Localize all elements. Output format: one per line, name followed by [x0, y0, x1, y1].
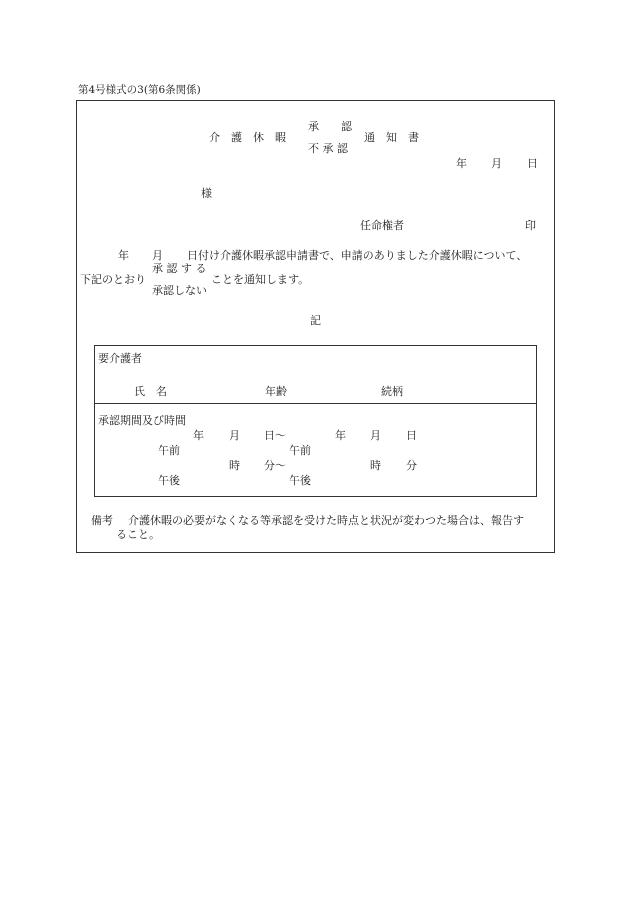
end-hour-label: 時	[370, 459, 381, 472]
title-main: 介 護 休 暇	[209, 131, 286, 144]
period-start-day-label: 日～	[264, 429, 286, 442]
authority-label: 任命権者	[360, 219, 404, 232]
start-pm-label: 午後	[158, 474, 180, 487]
note-line1: 介護休暇の必要がなくなる等承認を受けた時点と状況が変わつた場合は、報告す	[128, 514, 524, 527]
title-option-approve: 承 認	[308, 120, 352, 133]
relation-label: 続柄	[381, 385, 403, 398]
period-end-day-label: 日	[406, 429, 417, 442]
period-end-year-label: 年	[335, 429, 346, 442]
period-start-month-label: 月	[229, 429, 240, 442]
period-heading: 承認期間及び時間	[98, 414, 186, 427]
body-choice-approve: 承 認 す る	[152, 262, 207, 275]
start-hour-label: 時	[229, 459, 240, 472]
name-label: 氏 名	[134, 385, 167, 398]
body-choice-disapprove: 承認しない	[152, 284, 207, 297]
form-number-label: 第4号様式の3(第6条関係)	[78, 84, 201, 96]
seal-mark: 印	[525, 219, 536, 232]
title-option-disapprove: 不 承 認	[308, 142, 348, 155]
ki-heading: 記	[310, 314, 321, 327]
body-line1-text: 日付け介護休暇承認申請書で、申請のありました介護休暇について、	[187, 249, 528, 262]
note-line2: ること。	[116, 528, 160, 541]
date-day-label: 日	[527, 157, 538, 170]
date-month-label: 月	[491, 157, 502, 170]
end-pm-label: 午後	[289, 474, 311, 487]
note-label: 備考	[91, 514, 113, 527]
age-label: 年齢	[265, 385, 287, 398]
end-minute-label: 分	[406, 459, 417, 472]
details-table-divider	[94, 403, 537, 404]
addressee-suffix: 様	[201, 187, 212, 200]
start-am-label: 午前	[158, 444, 180, 457]
period-end-month-label: 月	[370, 429, 381, 442]
start-minute-label: 分～	[264, 459, 286, 472]
end-am-label: 午前	[289, 444, 311, 457]
care-recipient-heading: 要介護者	[98, 352, 142, 365]
body-line2-suffix: ことを通知します。	[211, 273, 310, 286]
date-year-label: 年	[456, 157, 467, 170]
title-suffix: 通 知 書	[364, 131, 419, 144]
body-line2-prefix: 下記のとおり	[80, 273, 146, 286]
body-year-label: 年	[118, 249, 129, 262]
body-month-label: 月	[152, 249, 163, 262]
period-start-year-label: 年	[193, 429, 204, 442]
